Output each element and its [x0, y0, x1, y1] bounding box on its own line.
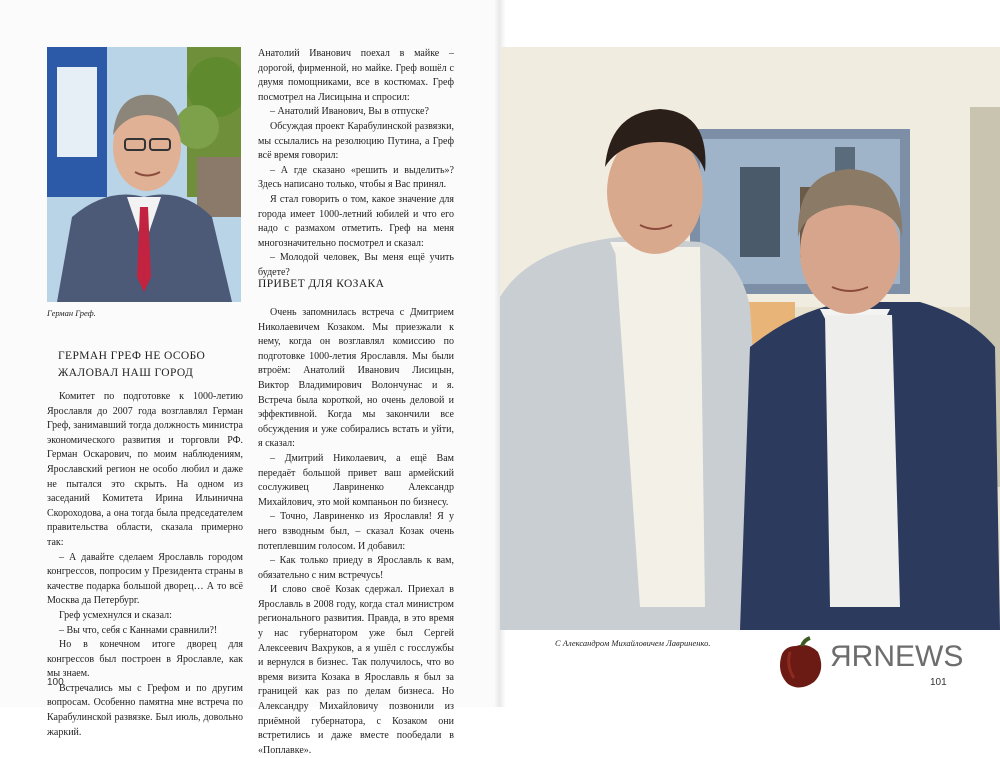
paragraph: Греф усмехнулся и сказал: [59, 609, 172, 621]
column-1-text [47, 390, 243, 740]
column-2-bottom-text [258, 306, 454, 758]
yarnews-logo [772, 636, 977, 691]
paragraph: Обсуждая проект Карабулинской развязки, мы ссылались на резолюцию Путина, а Греф всё время говорил: [258, 120, 454, 162]
paragraph: Но в конечном итоге дворец для конгрессов был построен в Ярославле, как мы знаем. [47, 639, 243, 680]
paragraph: Очень запомнилась встреча с Дмитрием Николаевичем Козаком. Мы приезжали к нему, когда он возглавлял комиссию по подготовке 1000-летия Ярославля. Мы были втроём: Анатолий Иванович Лисицын, Виктор Владимирович Волончунас и я. Встреча была короткой, но очень деловой и эффективной. Когда мы закончили все обсуждения и уже собирались встать и уйти, я сказал: [258, 307, 454, 450]
section-heading-kozak: ПРИВЕТ ДЛЯ КОЗАКА [258, 278, 385, 290]
section-heading-gref [58, 348, 248, 382]
paragraph: Встречались мы с Грефом и по другим вопросам. Особенно памятна мне встреча по Карабулинской развязке. Был июль, довольно жаркий. [47, 682, 243, 738]
paragraph: Я стал говорить о том, какое значение для города имеет 1000-летний юбилей и что его надо с размахом отметить. Греф на меня многозначительно посмотрел и сказал: [258, 193, 454, 249]
photo-caption: С Александром Михайловичем Лавриненко. [555, 638, 711, 648]
page-number-right: 101 [930, 677, 947, 688]
paragraph: – А давайте сделаем Ярославль городом конгрессов, попросим у Президента страны в качестве подарка большой дворец… А то всё Москва да Петербург. [47, 551, 243, 607]
column-2-top-text [258, 47, 454, 281]
paragraph: Анатолий Иванович поехал в майке – дорогой, фирменной, но майке. Греф вошёл с двумя помощниками, все в костюмах. Греф посмотрел на Лисицына и спросил: [258, 48, 454, 103]
pepper-icon [772, 636, 828, 691]
logo-text: ЯRNEWS [830, 640, 964, 673]
heading-line-1: ГЕРМАН ГРЕФ НЕ ОСОБО [58, 350, 206, 362]
paragraph: – Как только приеду в Ярославль к вам, обязательно с ним встречусь! [258, 555, 454, 581]
portrait-photo [47, 47, 241, 302]
heading-line-2: ЖАЛОВАЛ НАШ ГОРОД [58, 367, 194, 379]
paragraph: – Анатолий Иванович, Вы в отпуске? [270, 106, 429, 118]
two-men-photo [500, 47, 1000, 630]
paragraph: – Дмитрий Николаевич, а ещё Вам передаёт большой привет ваш армейский сослуживец Лавриненко Александр Михайлович, это мой компаньон по бизнесу. [258, 452, 454, 508]
paragraph: – Молодой человек, Вы меня ещё учить будете? [258, 252, 454, 278]
paragraph: – Вы что, себя с Каннами сравнили?! [59, 624, 218, 636]
page-number-left: 100 [47, 677, 64, 688]
paragraph: – А где сказано «решить и выделить»? Здесь написано только, чтобы я Вас принял. [258, 164, 454, 191]
portrait-caption: Герман Греф. [47, 308, 96, 318]
paragraph: – Точно, Лавриненко из Ярославля! Я у него взводным был, – сказал Козак очень потеплевшим голосом. И добавил: [258, 511, 454, 552]
paragraph: Комитет по подготовке к 1000-летию Ярославля до 2007 года возглавлял Герман Греф, занимавший тогда должность министра экономического развития и торговли РФ. Герман Оскарович, по моим наблюдениям, Ярославский регион не особо любил и даже не пытался это скрыть. На одном из заседаний Комитета Ирина Ильинична Скороходова, а она тогда была председателем правительства области, сказала примерно так: [47, 391, 243, 548]
paragraph: И слово своё Козак сдержал. Приехал в Ярославль в 2008 году, когда стал министром регионального развития. Правда, в это время у нас губернатором уже был Сергей Алексеевич Вахруков, а я ушёл с госслужбы и вернулся в бизнес. Так получилось, что во время визита Козака в Ярославль я был за границей как раз по делам бизнеса. Но Александру Михайловичу позвонили из приёмной губернатора, с Козаком они встретились и даже вместе пообедали в «Поплавке». [258, 584, 454, 756]
